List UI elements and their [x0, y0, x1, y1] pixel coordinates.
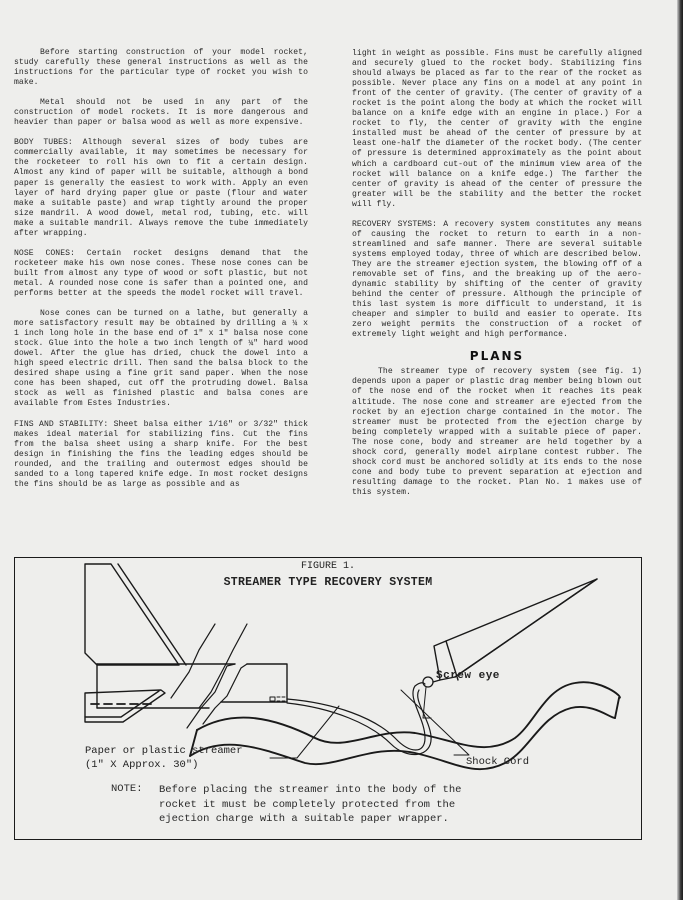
body-tube — [97, 624, 287, 728]
cord-anchor — [270, 697, 275, 701]
left-column — [14, 48, 308, 500]
note-label: NOTE: — [111, 783, 143, 795]
figure-number: FIGURE 1. — [300, 561, 355, 572]
figure-title: STREAMER TYPE RECOVERY SYSTEM — [223, 576, 433, 589]
nose-cones-lathe-paragraph: Nose cones can be turned on a lathe, but generally a more satisfactory result may be obtained by drilling a ¼ x 1 inch long hole in the base end of 1" x 1" balsa nose cone stock. Glue into the hole a two inch length of ¼" hard wood dowel. After the glue has dried, chuck the dowel into a high speed electric drill. Then sand the balsa block to the desired shape using a fine grit sand paper. When the nose cone has been shaped, cut off the protruding dowel. Balsa stock as well as finished plastic and balsa cones are available from Estes Industries. — [14, 309, 308, 409]
metal-paragraph: Metal should not be used in any part of the construction of model rockets. It is more dangerous and heavier than paper or balsa wood as well as more expensive. — [14, 98, 308, 128]
plans-paragraph: The streamer type of recovery system (see fig. 1) depends upon a paper or plastic drag member being blown out of the nose end of the rocket when it reaches its peak altitude. The nose cone and streamer are ejected from the rocket by an ejection charge contained in the motor. The streamer must be protected from the ejection charge by being completely wrapped with a suitable piece of paper. The nose cone, body and streamer are held together by a shock cord, generally model airplane contest rubber. The shock cord must be anchored solidly at its ends to the nose cone and body tube to prevent separation at ejection and resulting damage to the rocket. Plan No. 1 makes use of this system. — [352, 367, 642, 497]
streamer-callout-line2: (1" X Approx. 30") — [85, 759, 199, 771]
recovery-systems-paragraph: RECOVERY SYSTEMS: A recovery system constitutes any means of causing the rocket to return to earth in a non-streamlined and safe manner. There are several suitable systems employed today, three of which are described below. They are the streamer ejection system, the blowing off of a removable set of fins, and the breaking up of the aero-dynamic stability by shifting of the center of gravity behind the center of pressure. Although the principle of this last system is more difficult to understand, it is cheaper and simpler to build and easier to operate. Its zero weight permits the construction of a rocket of extremely light weight and high performance. — [352, 219, 642, 340]
screw-eye-callout: Screw eye — [436, 670, 500, 682]
page-edge-shadow — [677, 0, 683, 900]
fins-stability-paragraph: FINS AND STABILITY: Sheet balsa either 1/16" or 3/32" thick makes ideal material for stabilizing fins. Cut the fins from the balsa sheet using a sharp knife. For the best design in finishing the fins the leading edges should be rounded, and the trailing and outermost edges should be sanded to a long tapered knife edge. In most rocket designs the fins should be as large as possible and as — [14, 419, 308, 489]
body-tubes-paragraph: BODY TUBES: Although several sizes of body tubes are commercially available, it may sometimes be necessary for the rocketeer to roll his own to fit a certain design. Almost any kind of paper will be suitable, although a bond paper is generally the easiest to work with. Apply an even layer of hard drying paper glue or paste (flour and water make a suitable paste) and wrap tightly around the proper size mandril. A wood dowel, metal rod, tubing, etc. will make a suitable mandril. Always remove the tube immediately after wrapping. — [14, 138, 308, 238]
screw-eye — [423, 677, 433, 687]
upper-fin — [85, 564, 186, 665]
nose-cones-paragraph: NOSE CONES: Certain rocket designs demand that the rocketeer make his own nose cones. These nose cones can be built from almost any type of wood or soft plastic, but not metal. A rounded nose cone is safer than a pointed one, and performs better at the speeds the model rocket will travel. — [14, 248, 308, 298]
note-line: rocket it must be completely protected from the — [159, 798, 456, 811]
streamer-callout — [85, 744, 243, 772]
streamer — [190, 682, 620, 769]
right-column — [352, 49, 642, 508]
leader-lines — [270, 687, 469, 758]
note-text — [159, 783, 499, 827]
plans-heading: PLANS — [469, 349, 525, 364]
intro-paragraph: Before starting construction of your model rocket, study carefully these general instructions as well as the instructions for the particular type of rocket you wish to make. — [14, 48, 308, 88]
nose-cone — [434, 579, 597, 680]
shock-cord-callout: Shock Cord — [466, 756, 530, 768]
fins-continued-paragraph: light in weight as possible. Fins must be carefully aligned and securely glued to the rocket body. Stabilizing fins should always be placed as far to the rear of the rocket as possible. Never place any fins on a model at any point in front of the center of gravity. (The center of gravity of a rocket is the point along the body at which the rocket will balance on a knife edge with an engine in place.) For a rocket to fly, the center of gravity with the engine installed must be ahead of the center of pressure by at least one-half the diameter of the rocket body. (The center of pressure is determined approximately as the point about which a cardboard cut-out of the minimum view area of the rocket will balance on a knife edge.) The farther the center of gravity is ahead of the center of pressure the greater will be the stability and the better the rocket will fly. — [352, 49, 642, 209]
figure-1 — [14, 557, 642, 840]
streamer-callout-line1: Paper or plastic streamer — [85, 745, 243, 757]
note-line: ejection charge with a suitable paper wrapper. — [159, 813, 449, 825]
note-line: Before placing the streamer into the body of the — [159, 784, 462, 796]
